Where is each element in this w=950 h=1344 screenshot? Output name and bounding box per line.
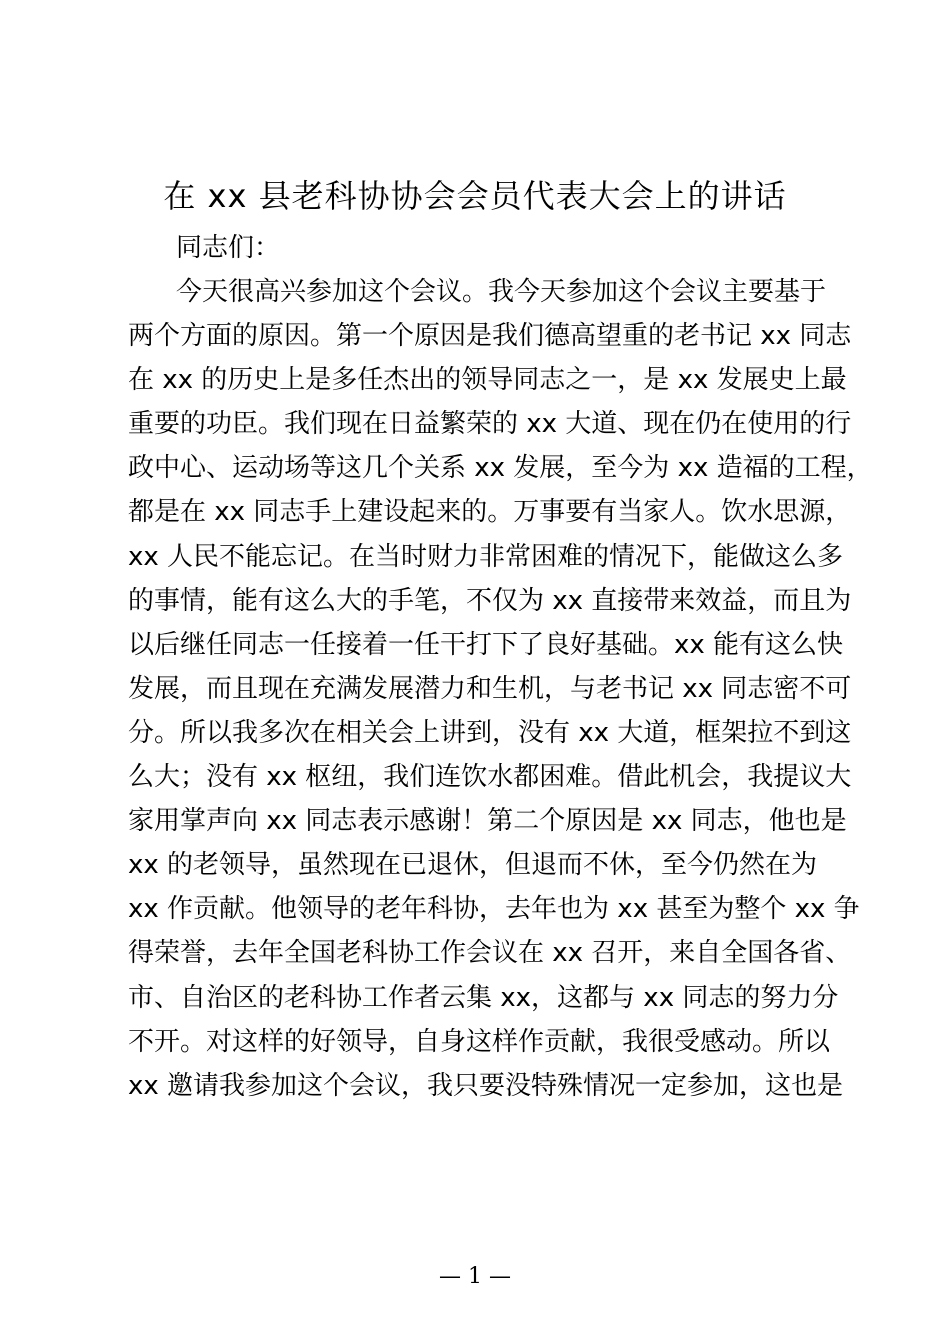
text-line: 在 xx 的历史上是多任杰出的领导同志之一，是 xx 发展史上最: [128, 365, 847, 396]
text-line: 么大；没有 xx 枢纽，我们连饮水都困难。借此机会，我提议大: [128, 762, 852, 793]
text-line: 两个方面的原因。第一个原因是我们德高望重的老书记 xx 同志: [128, 321, 852, 352]
text-line: 的事情，能有这么大的手笔，不仅为 xx 直接带来效益，而且为: [128, 585, 852, 616]
text-line: 分。所以我多次在相关会上讲到，没有 xx 大道，框架拉不到这: [128, 717, 852, 748]
text-line: 发展，而且现在充满发展潜力和生机，与老书记 xx 同志密不可: [128, 673, 852, 704]
text-line: xx 作贡献。他领导的老年科协，去年也为 xx 甚至为整个 xx 争: [128, 894, 860, 925]
text-line: 重要的功臣。我们现在日益繁荣的 xx 大道、现在仍在使用的行: [128, 409, 852, 440]
text-line: xx 邀请我参加这个会议，我只要没特殊情况一定参加，这也是: [128, 1070, 844, 1101]
text-line: 市、自治区的老科协工作者云集 xx，这都与 xx 同志的努力分: [128, 982, 839, 1013]
text-line: 政中心、运动场等这几个关系 xx 发展，至今为 xx 造福的工程，: [128, 453, 873, 484]
body-paragraph: [128, 270, 873, 1108]
text-line: xx 人民不能忘记。在当时财力非常困难的情况下，能做这么多: [128, 541, 844, 572]
page-number: — 1 —: [439, 1264, 511, 1289]
text-line: 得荣誉，去年全国老科协工作会议在 xx 召开，来自全国各省、: [128, 938, 852, 969]
text-line: xx 的老领导，虽然现在已退休，但退而不休，至今仍然在为: [128, 850, 818, 881]
text-line: 今天很高兴参加这个会议。我今天参加这个会议主要基于: [176, 277, 827, 307]
text-line: 不开。对这样的好领导，自身这样作贡献，我很受感动。所以: [128, 1026, 831, 1057]
document-title: 在 xx 县老科协协会会员代表大会上的讲话: [163, 177, 787, 215]
salutation: 同志们：: [176, 233, 281, 263]
text-line: 以后继任同志一任接着一任干打下了良好基础。xx 能有这么快: [128, 629, 844, 660]
text-line: 家用掌声向 xx 同志表示感谢！第二个原因是 xx 同志，他也是: [128, 806, 847, 837]
text-line: 都是在 xx 同志手上建设起来的。万事要有当家人。饮水思源，: [128, 497, 852, 528]
